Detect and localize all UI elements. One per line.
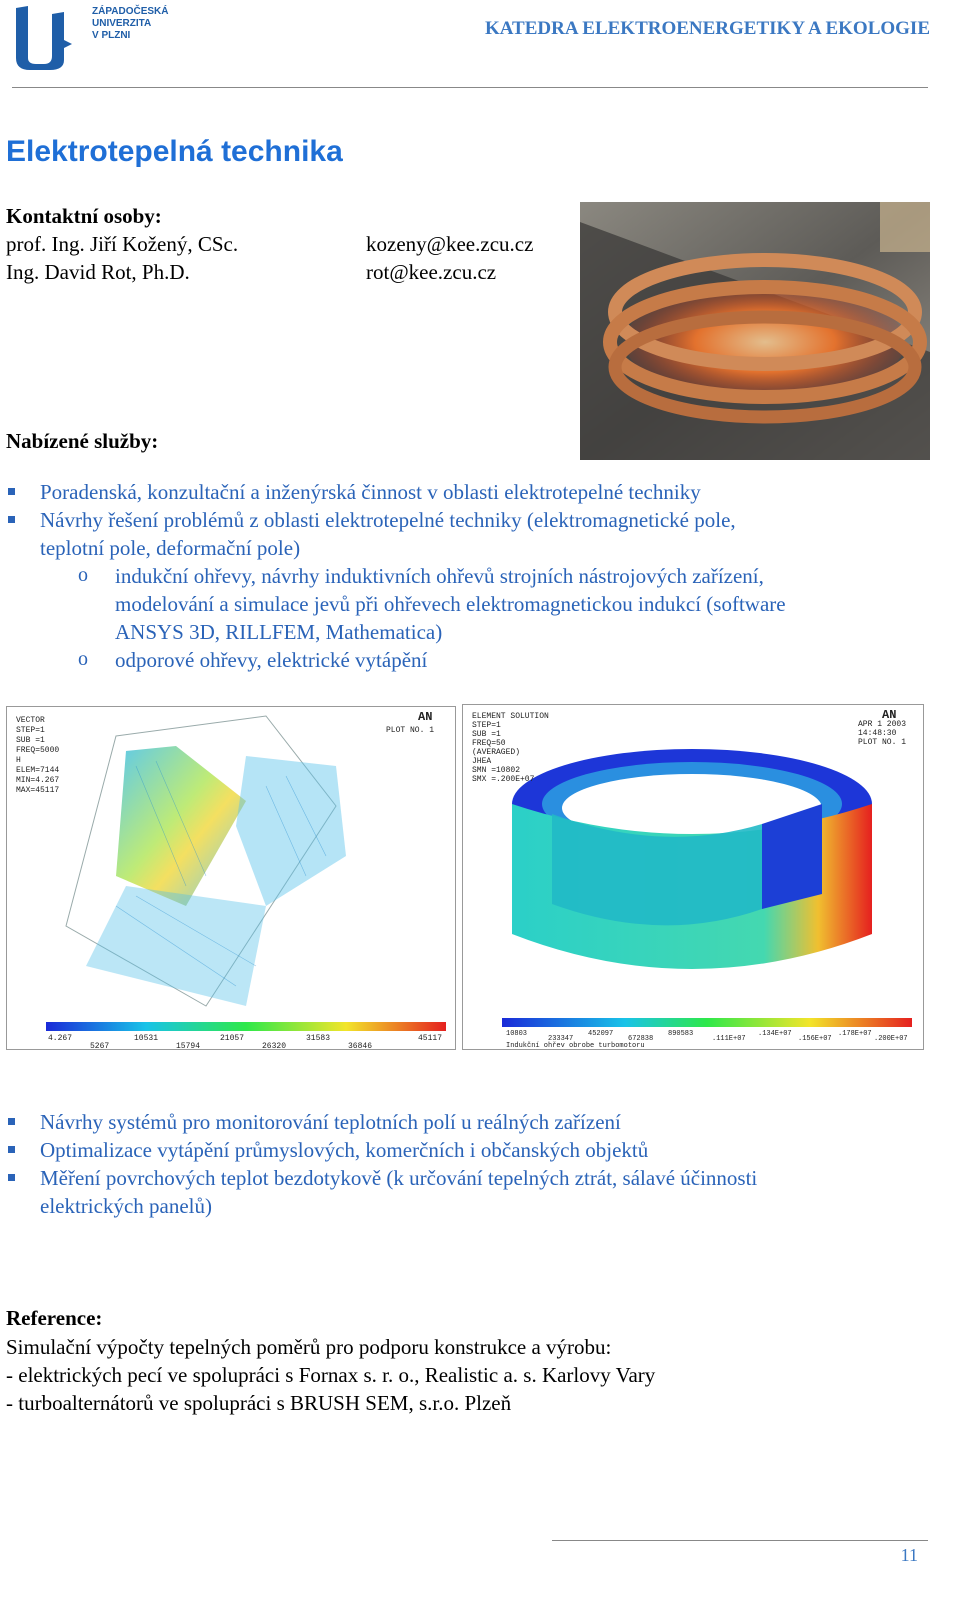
sim-info: SUB =1 xyxy=(16,736,45,745)
service-item xyxy=(40,1164,757,1220)
scale-label: 452097 xyxy=(588,1030,614,1038)
sim-info: H xyxy=(16,756,21,765)
sim-plot-label: PLOT NO. 1 xyxy=(386,726,435,735)
scale-label: 10803 xyxy=(506,1030,528,1038)
sim-info: ELEMENT SOLUTION xyxy=(472,712,549,721)
sim-caption: Indukční ohřev obrobe turbomotoru xyxy=(506,1042,645,1050)
sim-info: (AVERAGED) xyxy=(472,748,521,757)
service-item-line: Návrhy řešení problémů z oblasti elektrotepelné techniky (elektromagnetické pole, xyxy=(40,508,736,532)
sim-info: STEP=1 xyxy=(16,726,45,735)
scale-label: .134E+07 xyxy=(758,1030,792,1038)
scale-label: 672838 xyxy=(628,1035,654,1043)
service-subitem xyxy=(115,562,786,646)
sim-info: VECTOR xyxy=(16,716,45,725)
contact-name: Ing. David Rot, Ph.D. xyxy=(6,260,190,284)
service-subitem: odporové ohřevy, elektrické vytápění xyxy=(115,648,428,672)
service-subitem-line: indukční ohřevy, návrhy induktivních ohřevů strojních nástrojových zařízení, xyxy=(115,564,764,588)
services-heading: Nabízené služby: xyxy=(6,429,159,453)
scale-label: .156E+07 xyxy=(798,1035,832,1043)
color-scale-bar xyxy=(46,1022,446,1031)
sim-info: FREQ=50 xyxy=(472,739,506,748)
bullet-icon xyxy=(8,1174,15,1181)
sim-info: SUB =1 xyxy=(472,730,501,739)
thermal-simulation xyxy=(462,704,924,1050)
page-title: Elektrotepelná technika xyxy=(6,135,343,168)
service-subitem-line: modelování a simulace jevů při ohřevech elektromagnetickou indukcí (software xyxy=(115,592,786,616)
induction-coil-photo xyxy=(580,202,930,460)
contact-email: kozeny@kee.zcu.cz xyxy=(366,232,534,256)
sim-info: MAX=45117 xyxy=(16,786,60,795)
page-number: 11 xyxy=(900,1545,918,1565)
sim-mark: AN xyxy=(882,708,897,722)
sim-date: 14:48:30 xyxy=(858,729,897,738)
scale-label: 31583 xyxy=(306,1034,331,1043)
scale-label: .200E+07 xyxy=(874,1035,908,1043)
scale-label: 10531 xyxy=(134,1034,159,1043)
bullet-icon xyxy=(8,1118,15,1125)
logo-line: ZÁPADOČESKÁ xyxy=(92,6,169,17)
service-item-line: teplotní pole, deformační pole) xyxy=(40,536,301,560)
sim-info: ELEM=7144 xyxy=(16,766,60,775)
logo-line: UNIVERZITA xyxy=(92,18,152,29)
reference-heading: Reference: xyxy=(6,1306,103,1330)
color-scale-bar xyxy=(502,1018,912,1027)
header-rule xyxy=(12,87,928,88)
scale-label: 233347 xyxy=(548,1035,574,1043)
sim-info: STEP=1 xyxy=(472,721,501,730)
sim-info: MIN=4.267 xyxy=(16,776,60,785)
bullet-icon xyxy=(8,488,15,495)
contact-email: rot@kee.zcu.cz xyxy=(366,260,497,284)
service-item-line: elektrických panelů) xyxy=(40,1194,212,1218)
logo-text xyxy=(92,6,168,42)
service-subitem-line: ANSYS 3D, RILLFEM, Mathematica) xyxy=(115,620,443,644)
sim-info: SMX =.200E+07 xyxy=(472,775,535,784)
bullet-icon xyxy=(8,516,15,523)
footer-rule xyxy=(552,1540,928,1541)
sim-info: JHEA xyxy=(472,757,492,766)
contacts-heading: Kontaktní osoby: xyxy=(6,204,162,228)
service-item-line: Měření povrchových teplot bezdotykově (k určování tepelných ztrát, sálavé účinnosti xyxy=(40,1166,758,1190)
scale-label: 45117 xyxy=(418,1034,443,1043)
department-name: KATEDRA ELEKTROENERGETIKY A EKOLOGIE xyxy=(484,18,930,39)
scale-label: 4.267 xyxy=(48,1034,73,1043)
service-item: Optimalizace vytápění průmyslových, komerčních i občanských objektů xyxy=(40,1138,649,1162)
sim-date: PLOT NO. 1 xyxy=(858,738,907,747)
logo-line: V PLZNI xyxy=(92,30,131,41)
sim-date: APR 1 2003 xyxy=(858,720,907,729)
contact-name: prof. Ing. Jiří Kožený, CSc. xyxy=(6,232,239,256)
reference-line: - turboalternátorů ve spolupráci s BRUSH SEM, s.r.o. Plzeň xyxy=(6,1391,512,1415)
scale-label: 890583 xyxy=(668,1030,694,1038)
circle-bullet-icon: o xyxy=(78,648,88,670)
sim-info: SMN =10802 xyxy=(472,766,521,775)
scale-label: 21057 xyxy=(220,1034,245,1043)
reference-line: - elektrických pecí ve spolupráci s Fornax s. r. o., Realistic a. s. Karlovy Vary xyxy=(6,1363,656,1387)
sim-mark: AN xyxy=(418,710,433,724)
scale-label: 36846 xyxy=(348,1042,373,1050)
service-item xyxy=(40,506,736,562)
magnetic-field-simulation xyxy=(6,706,456,1050)
service-item: Poradenská, konzultační a inženýrská činnost v oblasti elektrotepelné techniky xyxy=(40,480,701,504)
scale-label: 5267 xyxy=(90,1042,110,1050)
reference-line: Simulační výpočty tepelných poměrů pro podporu konstrukce a výrobu: xyxy=(6,1335,612,1359)
university-logo-icon xyxy=(14,4,78,72)
scale-label: .178E+07 xyxy=(838,1030,872,1038)
circle-bullet-icon: o xyxy=(78,564,88,586)
scale-label: .111E+07 xyxy=(712,1035,746,1043)
scale-label: 15794 xyxy=(176,1042,201,1050)
bullet-icon xyxy=(8,1146,15,1153)
scale-label: 26320 xyxy=(262,1042,287,1050)
sim-info: FREQ=5000 xyxy=(16,746,60,755)
service-item: Návrhy systémů pro monitorování teplotních polí u reálných zařízení xyxy=(40,1110,621,1134)
